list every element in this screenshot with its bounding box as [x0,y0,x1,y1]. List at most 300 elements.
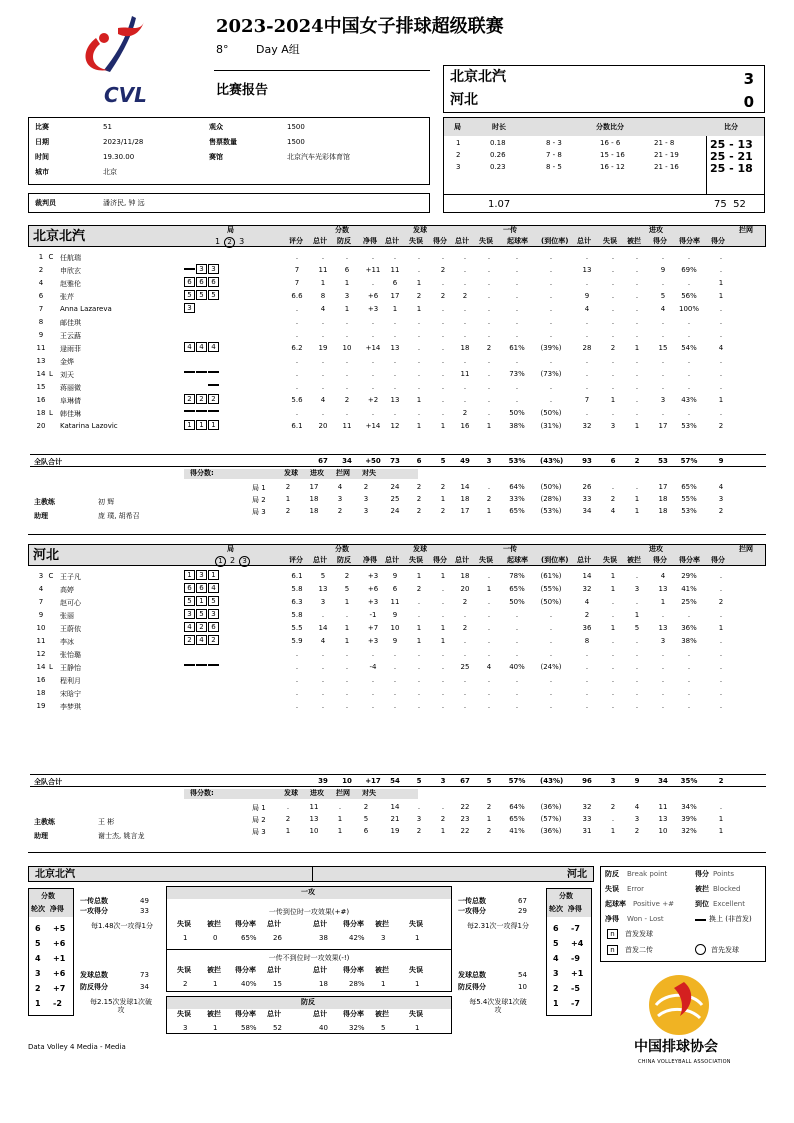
total-bp: 34 [342,457,352,465]
stat-net: -4 [369,663,377,671]
player-number: 19 [36,702,46,710]
player-row [30,661,766,673]
fr-value: 28% [349,980,365,988]
stat-bp: 1 [344,637,350,645]
total-rx: (43%) [540,777,564,785]
stat-bk: 1 [718,279,724,287]
stat-ap: 5 [660,292,666,300]
total-rt: 67 [460,777,470,785]
rotation-number: 3 [553,969,559,978]
stat-ae: . [611,357,615,365]
total-apct: 57% [680,457,698,465]
stat-tot: 13 [318,585,328,593]
stat-rp: . [515,702,519,710]
set-ap: 18 [658,495,668,503]
stat-st: 11 [390,598,400,606]
pb-header: 拦网 [336,469,350,477]
stat-rp: . [515,357,519,365]
sets-header-score: 比分 [724,123,738,131]
set-bk: 1 [718,827,724,835]
stat-at: 32 [582,422,592,430]
stat-se: . [417,663,421,671]
total-sp: 3 [440,777,446,785]
set-re: 2 [486,495,492,503]
rotation-box: 5 [208,290,219,300]
stat-re: . [487,370,491,378]
player-name: 李梦琪 [60,703,81,711]
stat-rx: (50%) [540,598,562,606]
fr-col-header: 被拦 [375,1010,389,1018]
stat-sp: 1 [440,624,446,632]
set-ab: . [635,483,639,491]
stat-ab: . [635,572,639,580]
stat-st: 12 [390,422,400,430]
stat-vote: 7 [294,266,300,274]
round-number: 8° [216,43,229,56]
stat-sp: . [441,383,445,391]
player-number: 11 [36,637,46,645]
stat-rx: . [549,318,553,326]
team-name: 北京北汽 [33,229,86,244]
fr-value: 65% [241,934,257,942]
stat-apct: . [687,689,691,697]
player-number: 1 [38,253,44,261]
stat-tot: . [321,370,325,378]
stat-se: . [417,370,421,378]
stat-bk: 1 [718,292,724,300]
player-name: Katarina Lazovic [60,422,118,430]
stat-tot: 1 [320,279,326,287]
stat-ab: . [635,650,639,658]
set-partial-16: 16 - 6 [600,139,621,147]
stat-rp: 38% [509,422,525,430]
stat-apct: 100% [678,305,699,313]
player-rotations [184,661,220,669]
total-tot: 67 [318,457,328,465]
stat-bp: 1 [344,305,350,313]
stat-vote: 6.3 [291,598,303,606]
stat-ae: . [611,305,615,313]
player-name: 王云蕗 [60,332,81,340]
set-at: 31 [582,827,592,835]
legend-wl-en: Won - Lost [627,915,664,923]
team-header [28,544,766,566]
stat-sp: . [441,663,445,671]
col-r_pos: 起球率 [507,556,528,564]
stat-ab: . [635,292,639,300]
stat-bp: 2 [344,396,350,404]
sets-header-duration: 时长 [492,123,506,131]
home-sv-total-label: 发球总数 [80,971,108,979]
rotation-number: 2 [35,984,41,993]
stat-rp: . [515,253,519,261]
rotation-box: 4 [196,635,207,645]
pb-value: 11 [309,803,319,811]
stat-sp: . [441,305,445,313]
stat-apct: 53% [681,422,697,430]
set-st: 19 [390,827,400,835]
stat-at: 14 [582,572,592,580]
stat-vote: . [295,650,299,658]
stat-ae: . [611,663,615,671]
stat-ae: . [611,676,615,684]
player-name: 邮佳琪 [60,319,81,327]
fr-value: 3 [381,934,386,942]
col-block: 拦网 [739,226,753,234]
rotation-box: 6 [184,583,195,593]
stat-rp: 78% [509,572,525,580]
stat-bp: . [345,370,349,378]
total-rp: 53% [508,457,526,465]
stat-bp: . [345,318,349,326]
stat-rp: 40% [509,663,525,671]
rotation-box: 1 [208,570,219,580]
set-ab: 4 [634,803,640,811]
rotation-box: 5 [184,596,195,606]
col-set: 局 [227,545,234,553]
set-marks [213,237,246,248]
player-rotations [184,570,220,580]
pb-header: 对失 [362,469,376,477]
coach-label: 主教练 [34,818,55,826]
first-receive-icon: n [607,945,618,955]
player-number: 14 [36,370,46,378]
fr-value: 18 [319,980,328,988]
stat-net: . [371,702,375,710]
stat-rt: 11 [460,370,470,378]
stat-apct: 54% [681,344,697,352]
col-set: 局 [227,226,234,234]
fr-value: 52 [273,1024,282,1032]
rotation-number: 4 [35,954,41,963]
stat-ap: 3 [660,637,666,645]
referees: 潘济民, 钟 远 [103,199,145,207]
stat-ae: . [611,611,615,619]
stat-st: 11 [390,266,400,274]
stat-bk: 2 [718,598,724,606]
player-name: 赵可心 [60,599,81,607]
rotation-box: 4 [196,342,207,352]
legend-first-server: 首先发球 [711,946,739,954]
stat-bk: . [719,305,723,313]
stat-apct: . [687,253,691,261]
set-rt: 18 [460,495,470,503]
player-row [30,381,766,393]
stat-sp: 2 [440,266,446,274]
stat-bp: 6 [344,266,350,274]
fr-value: 42% [349,934,365,942]
legend-first-serve: 首发发球 [625,930,653,938]
stat-re: 4 [486,663,492,671]
pb-value: 18 [309,495,319,503]
stat-at: . [585,702,589,710]
stat-st: . [393,676,397,684]
pb-value: 5 [363,815,369,823]
stat-ab: . [635,702,639,710]
set-st: 21 [390,815,400,823]
player-row [30,648,766,660]
stat-sp: . [441,611,445,619]
rotation-box: 3 [196,570,207,580]
stat-rp: . [515,292,519,300]
set-label: 局 2 [252,816,266,824]
match-number: 51 [103,123,112,131]
stat-at: . [585,409,589,417]
player-name: 张丽 [60,612,74,620]
fr-col-header: 得分率 [235,966,256,974]
stat-rp: . [515,650,519,658]
fr-value: 15 [273,980,282,988]
away-fr-total: 67 [518,897,527,905]
referee-box [28,193,430,213]
pb-header: 拦网 [336,789,350,797]
col-b_pt: 得分 [711,237,725,245]
stat-re: . [487,624,491,632]
stat-at: . [585,383,589,391]
rotation-number: 3 [35,969,41,978]
player-name: 任航瑞 [60,254,81,262]
rotation-box: 2 [196,394,207,404]
stat-rt: . [463,676,467,684]
stat-apct: . [687,331,691,339]
stat-net: . [371,253,375,261]
stat-st: . [393,331,397,339]
home-team-name: 北京北汽 [450,69,506,85]
stat-re: . [487,279,491,287]
stat-st: 13 [390,344,400,352]
stat-ae: 3 [610,422,616,430]
col-s_tot: 总计 [385,237,399,245]
fr-value: 1 [381,980,386,988]
stat-sp: . [441,702,445,710]
stat-st: . [393,318,397,326]
stat-ae: . [611,409,615,417]
stat-bk: 1 [718,396,724,404]
set-mark: 2 [224,237,235,248]
stat-tot: 19 [318,344,328,352]
stat-st: . [393,383,397,391]
set-partial-21: 21 - 19 [654,151,679,159]
total-at: 93 [582,457,592,465]
player-number: 18 [36,689,46,697]
stat-rp: . [515,266,519,274]
stat-se: . [417,357,421,365]
col-a_err: 失误 [603,556,617,564]
legend-sub: 换上 (非首发) [709,915,752,923]
sub-marker-icon [208,384,219,386]
stat-ap: 1 [660,598,666,606]
stat-ab: . [635,370,639,378]
stat-rx: . [549,305,553,313]
stat-tot: . [321,702,325,710]
stat-net: . [371,318,375,326]
set-partial-21: 21 - 16 [654,163,679,171]
team-name: 河北 [33,548,60,563]
player-name: 程利月 [60,677,81,685]
set-rx: (36%) [540,803,562,811]
player-row [30,570,766,582]
stat-ae: . [611,689,615,697]
away-team-name: 河北 [450,92,478,108]
set-rp: 64% [509,483,525,491]
set-partial-21: 21 - 8 [654,139,675,147]
fr-col-header: 失误 [177,1010,191,1018]
col-r_err: 失误 [479,237,493,245]
stat-rx: . [549,383,553,391]
stat-re: . [487,318,491,326]
set-label: 局 3 [252,508,266,516]
stat-vote: 6.6 [291,292,303,300]
col-attack: 进攻 [649,226,663,234]
player-row [30,622,766,634]
stat-apct: . [687,611,691,619]
fr-col-header: 得分率 [235,1010,256,1018]
stat-bk: . [719,676,723,684]
set-re: . [487,483,491,491]
stat-apct: . [687,650,691,658]
stat-net: . [371,676,375,684]
stat-ae: 2 [610,344,616,352]
stat-re: 1 [486,585,492,593]
set-sp: . [441,803,445,811]
player-number: 9 [38,331,44,339]
stat-net: +2 [367,396,379,404]
player-rotations [184,609,220,619]
set-duration: 0.23 [490,163,506,171]
stat-rp: 73% [509,370,525,378]
pb-value: 1 [285,827,291,835]
player-rotations [184,583,220,593]
total-re: 5 [486,777,492,785]
stat-rt: . [463,383,467,391]
fr-col-header: 总计 [267,920,281,928]
stat-apct: . [687,663,691,671]
away-rotation-box [546,888,592,1016]
stat-tot: . [321,357,325,365]
sub-marker-icon [208,664,219,666]
rotation-box: 6 [196,277,207,287]
stat-ap: . [661,650,665,658]
stat-net: . [371,331,375,339]
stat-bk: . [719,663,723,671]
fr-value: 1 [213,1024,218,1032]
set-se: 2 [416,507,422,515]
stat-at: . [585,650,589,658]
legend-bp: 防反 [605,870,619,878]
total-ap: 53 [658,457,668,465]
rotation-box: 3 [184,303,195,313]
player-role: C [48,572,54,580]
set-breakdown-row [30,801,766,813]
stat-bp: 5 [344,585,350,593]
set-ae: 2 [610,495,616,503]
stat-net: . [371,383,375,391]
stat-ap: . [661,689,665,697]
set-apct: 39% [681,815,697,823]
stat-vote: 5.6 [291,396,303,404]
player-row [30,687,766,699]
stat-ap: . [661,611,665,619]
col-a_pct: 得分率 [679,556,700,564]
stat-vote: . [295,409,299,417]
player-number: 10 [36,624,46,632]
stat-ab: . [635,396,639,404]
stat-ae: 1 [610,572,616,580]
set-duration: 0.18 [490,139,506,147]
rotation-net: -5 [571,984,580,993]
rotation-number: 6 [35,924,41,933]
rotation-number: 6 [553,924,559,933]
section-divider [28,852,766,853]
stat-at: . [585,689,589,697]
stat-ap: . [661,409,665,417]
home-bp: 34 [140,983,149,991]
set-rx: (57%) [540,815,562,823]
rotation-box: 5 [196,290,207,300]
stat-tot: 20 [318,422,328,430]
assistant-label: 助理 [34,512,48,520]
total-se: 6 [416,457,422,465]
stat-bp: 1 [344,279,350,287]
sets-total-points: 75 52 [714,199,746,210]
pb-value: 2 [363,483,369,491]
set-label: 局 3 [252,828,266,836]
set-ap: 11 [658,803,668,811]
set-label: 局 1 [252,804,266,812]
set-ae: 2 [610,803,616,811]
player-rotations [184,381,220,389]
points-by-band [184,469,418,479]
stat-rx: (73%) [540,370,562,378]
rotation-box: 4 [184,622,195,632]
stat-sp: . [441,689,445,697]
legend-blk-en: Blocked [713,885,741,893]
stat-ap: 17 [658,422,668,430]
rotation-box: 1 [196,596,207,606]
rotation-box: 2 [196,622,207,632]
stat-se: . [417,318,421,326]
stat-net: +3 [367,637,379,645]
stat-st: 6 [392,279,398,287]
stat-re: . [487,611,491,619]
rotation-box: 2 [184,635,195,645]
stat-rt: 2 [462,624,468,632]
pb-value: 1 [337,815,343,823]
stat-at: . [585,331,589,339]
away-sv-total: 54 [518,971,527,979]
fr-value: 40% [241,980,257,988]
stat-ae: . [611,702,615,710]
player-row [30,290,766,302]
stat-net: . [371,689,375,697]
col-r_tot: 总计 [455,237,469,245]
player-rotations [184,420,220,430]
away-sv-note: 每5.4次发球1次破攻 [469,998,527,1015]
set-apct: 55% [681,495,697,503]
legend-box [600,866,766,962]
stat-rt: . [463,689,467,697]
player-row [30,700,766,712]
stat-sp: . [441,598,445,606]
coach-name: 王 彬 [98,818,115,826]
stat-vote: . [295,318,299,326]
stat-tot: 11 [318,266,328,274]
sub-marker-icon [184,371,195,373]
stat-ap: . [661,253,665,261]
stat-re: . [487,331,491,339]
stat-se: . [417,702,421,710]
stat-rx: . [549,253,553,261]
